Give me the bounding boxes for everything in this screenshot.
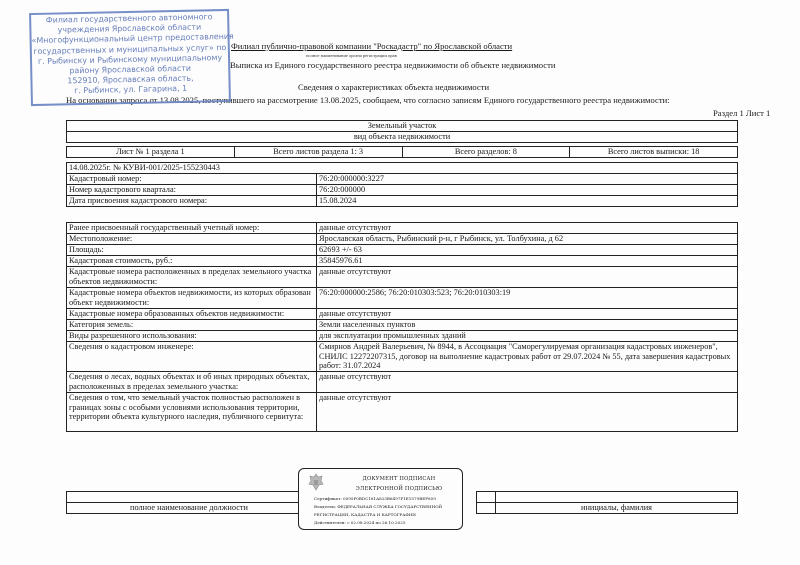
source-objects-value: 76:20:000000:2586; 76:20:010303:523; 76:20:010303:19 <box>317 288 738 309</box>
table-row <box>67 256 738 267</box>
field-label: Местоположение: <box>67 234 317 245</box>
table-row <box>67 234 738 245</box>
table-row <box>67 331 738 342</box>
cadastral-number: 76:20:000000:3227 <box>317 174 738 185</box>
document-subtitle: Сведения о характеристиках объекта недвижимости <box>298 82 490 92</box>
stamp-line: «Многофункциональный центр предоставления <box>31 32 234 46</box>
field-value: данные отсутствуют <box>317 309 738 320</box>
stamp-line: г. Рыбинску и Рыбинскому муниципальному <box>37 52 223 66</box>
extract-id: 14.08.2025г. № КУВИ-001/2025-155230443 <box>67 163 738 174</box>
electronic-signature-box <box>298 468 463 530</box>
field-label: Дата присвоения кадастрового номера: <box>67 196 317 207</box>
mfc-stamp <box>29 9 234 106</box>
stamp-line: району Ярославской области <box>69 63 192 76</box>
document-title: Выписка из Единого государственного реестра недвижимости об объекте недвижимости <box>230 60 556 70</box>
field-value: данные отсутствуют <box>317 267 738 288</box>
table-row <box>67 267 738 288</box>
table-row <box>67 245 738 256</box>
total-sheets-extract: Всего листов выписки: 18 <box>570 147 738 158</box>
object-type-table <box>66 120 738 143</box>
object-type-caption: вид объекта недвижимости <box>67 132 738 143</box>
field-label: Кадастровый номер: <box>67 174 317 185</box>
table-row <box>67 174 738 185</box>
sheet-number: Лист № 1 раздела 1 <box>67 147 235 158</box>
registration-authority: Филиал публично-правовой компании "Роскадастр" по Ярославской области <box>231 41 513 51</box>
main-fields-table <box>66 162 738 207</box>
details-table <box>66 222 738 432</box>
table-row <box>67 309 738 320</box>
field-label: Сведения о том, что земельный участок полностью расположен в границах зоны с особыми условиями использования территории, территории объекта культурного наследия, публичного сервитута: <box>67 393 317 432</box>
signature-title-2: ЭЛЕКТРОННОЙ ПОДПИСЬЮ <box>355 486 443 492</box>
authority-caption: полное наименование органа регистрации прав <box>306 53 397 58</box>
certificate-owner-1: Владелец: ФЕДЕРАЛЬНАЯ СЛУЖБА ГОСУДАРСТВЕННОЙ <box>314 504 443 509</box>
sheet-info-table <box>66 146 738 158</box>
name-field <box>496 492 738 503</box>
field-label: Кадастровые номера объектов недвижимости, из которых образован объект недвижимости: <box>67 288 317 309</box>
cadastral-quarter: 76:20:000000 <box>317 185 738 196</box>
field-label: Ранее присвоенный государственный учетный номер: <box>67 223 317 234</box>
location-value: Ярославская область, Рыбинский р-н, г Рыбинск, ул. Толбухина, д 62 <box>317 234 738 245</box>
field-label: Площадь: <box>67 245 317 256</box>
field-label: Сведения о лесах, водных объектах и об иных природных объектах, расположенных в пределах земельного участка: <box>67 372 317 393</box>
field-label: Виды разрешенного использования: <box>67 331 317 342</box>
field-label: Кадастровая стоимость, руб.: <box>67 256 317 267</box>
field-value: данные отсутствуют <box>317 372 738 393</box>
table-row <box>67 196 738 207</box>
assignment-date: 15.08.2024 <box>317 196 738 207</box>
area-value: 62693 +/- 63 <box>317 245 738 256</box>
field-label: Кадастровые номера расположенных в пределах земельного участка объектов недвижимости: <box>67 267 317 288</box>
field-label: Номер кадастрового квартала: <box>67 185 317 196</box>
signature-title-1: ДОКУМЕНТ ПОДПИСАН <box>362 476 436 482</box>
table-row <box>67 223 738 234</box>
table-row <box>67 288 738 309</box>
total-sheets-section: Всего листов раздела 1: 3 <box>234 147 402 158</box>
stamp-line: государственных и муниципальных услуг» по <box>33 42 227 56</box>
object-type: Земельный участок <box>67 121 738 132</box>
certificate-validity: Действителен: с 02.08.2024 по 26.10.2025 <box>314 520 406 525</box>
position-caption: полное наименование должности <box>67 503 312 514</box>
cadastral-value: 35845976.61 <box>317 256 738 267</box>
stamp-line: 152910, Ярославская область, <box>67 73 194 86</box>
field-label: Кадастровые номера образованных объектов недвижимости: <box>67 309 317 320</box>
table-row <box>67 185 738 196</box>
table-row <box>67 393 738 432</box>
position-field <box>67 492 312 503</box>
total-sections: Всего разделов: 8 <box>402 147 570 158</box>
table-row <box>67 320 738 331</box>
section-sheet-label: Раздел 1 Лист 1 <box>713 108 771 118</box>
stamp-line: г. Рыбинск, ул. Гагарина, 1 <box>74 84 188 96</box>
engineer-value: Смирнов Андрей Валерьевич, № 8944, в Ассоциация "Саморегулируемая организация кадастровых инженеров", СНИЛС 12272207315, договор на выполнение кадастровых работ от 29.07.2024 № 55, дата завершения кадастровых работ: 31.07.2024 <box>317 342 738 372</box>
field-label: Сведения о кадастровом инженере: <box>67 342 317 372</box>
table-row <box>67 342 738 372</box>
certificate-owner-2: РЕГИСТРАЦИИ, КАДАСТРА И КАРТОГРАФИИ <box>314 512 416 517</box>
request-statement: На основании запроса от 13.08.2025, поступившего на рассмотрение 13.08.2025, сообщаем, что согласно записям Единого государственного реестра недвижимости: <box>66 95 670 105</box>
land-category-value: Земли населенных пунктов <box>317 320 738 331</box>
stamp-line: учреждения Ярославской области <box>57 22 202 35</box>
field-value: данные отсутствуют <box>317 393 738 432</box>
stamp-line: Филиал государственного автономного <box>45 12 213 25</box>
table-row <box>67 372 738 393</box>
russian-emblem-icon <box>308 473 324 491</box>
field-label: Категория земель: <box>67 320 317 331</box>
certificate-number: Сертификат: 0095F0BDC181A823B6497F1E1579BEF859 <box>314 496 436 501</box>
name-caption: инициалы, фамилия <box>496 503 738 514</box>
field-value: данные отсутствуют <box>317 223 738 234</box>
permitted-use-value: для эксплуатации промышленных зданий <box>317 331 738 342</box>
